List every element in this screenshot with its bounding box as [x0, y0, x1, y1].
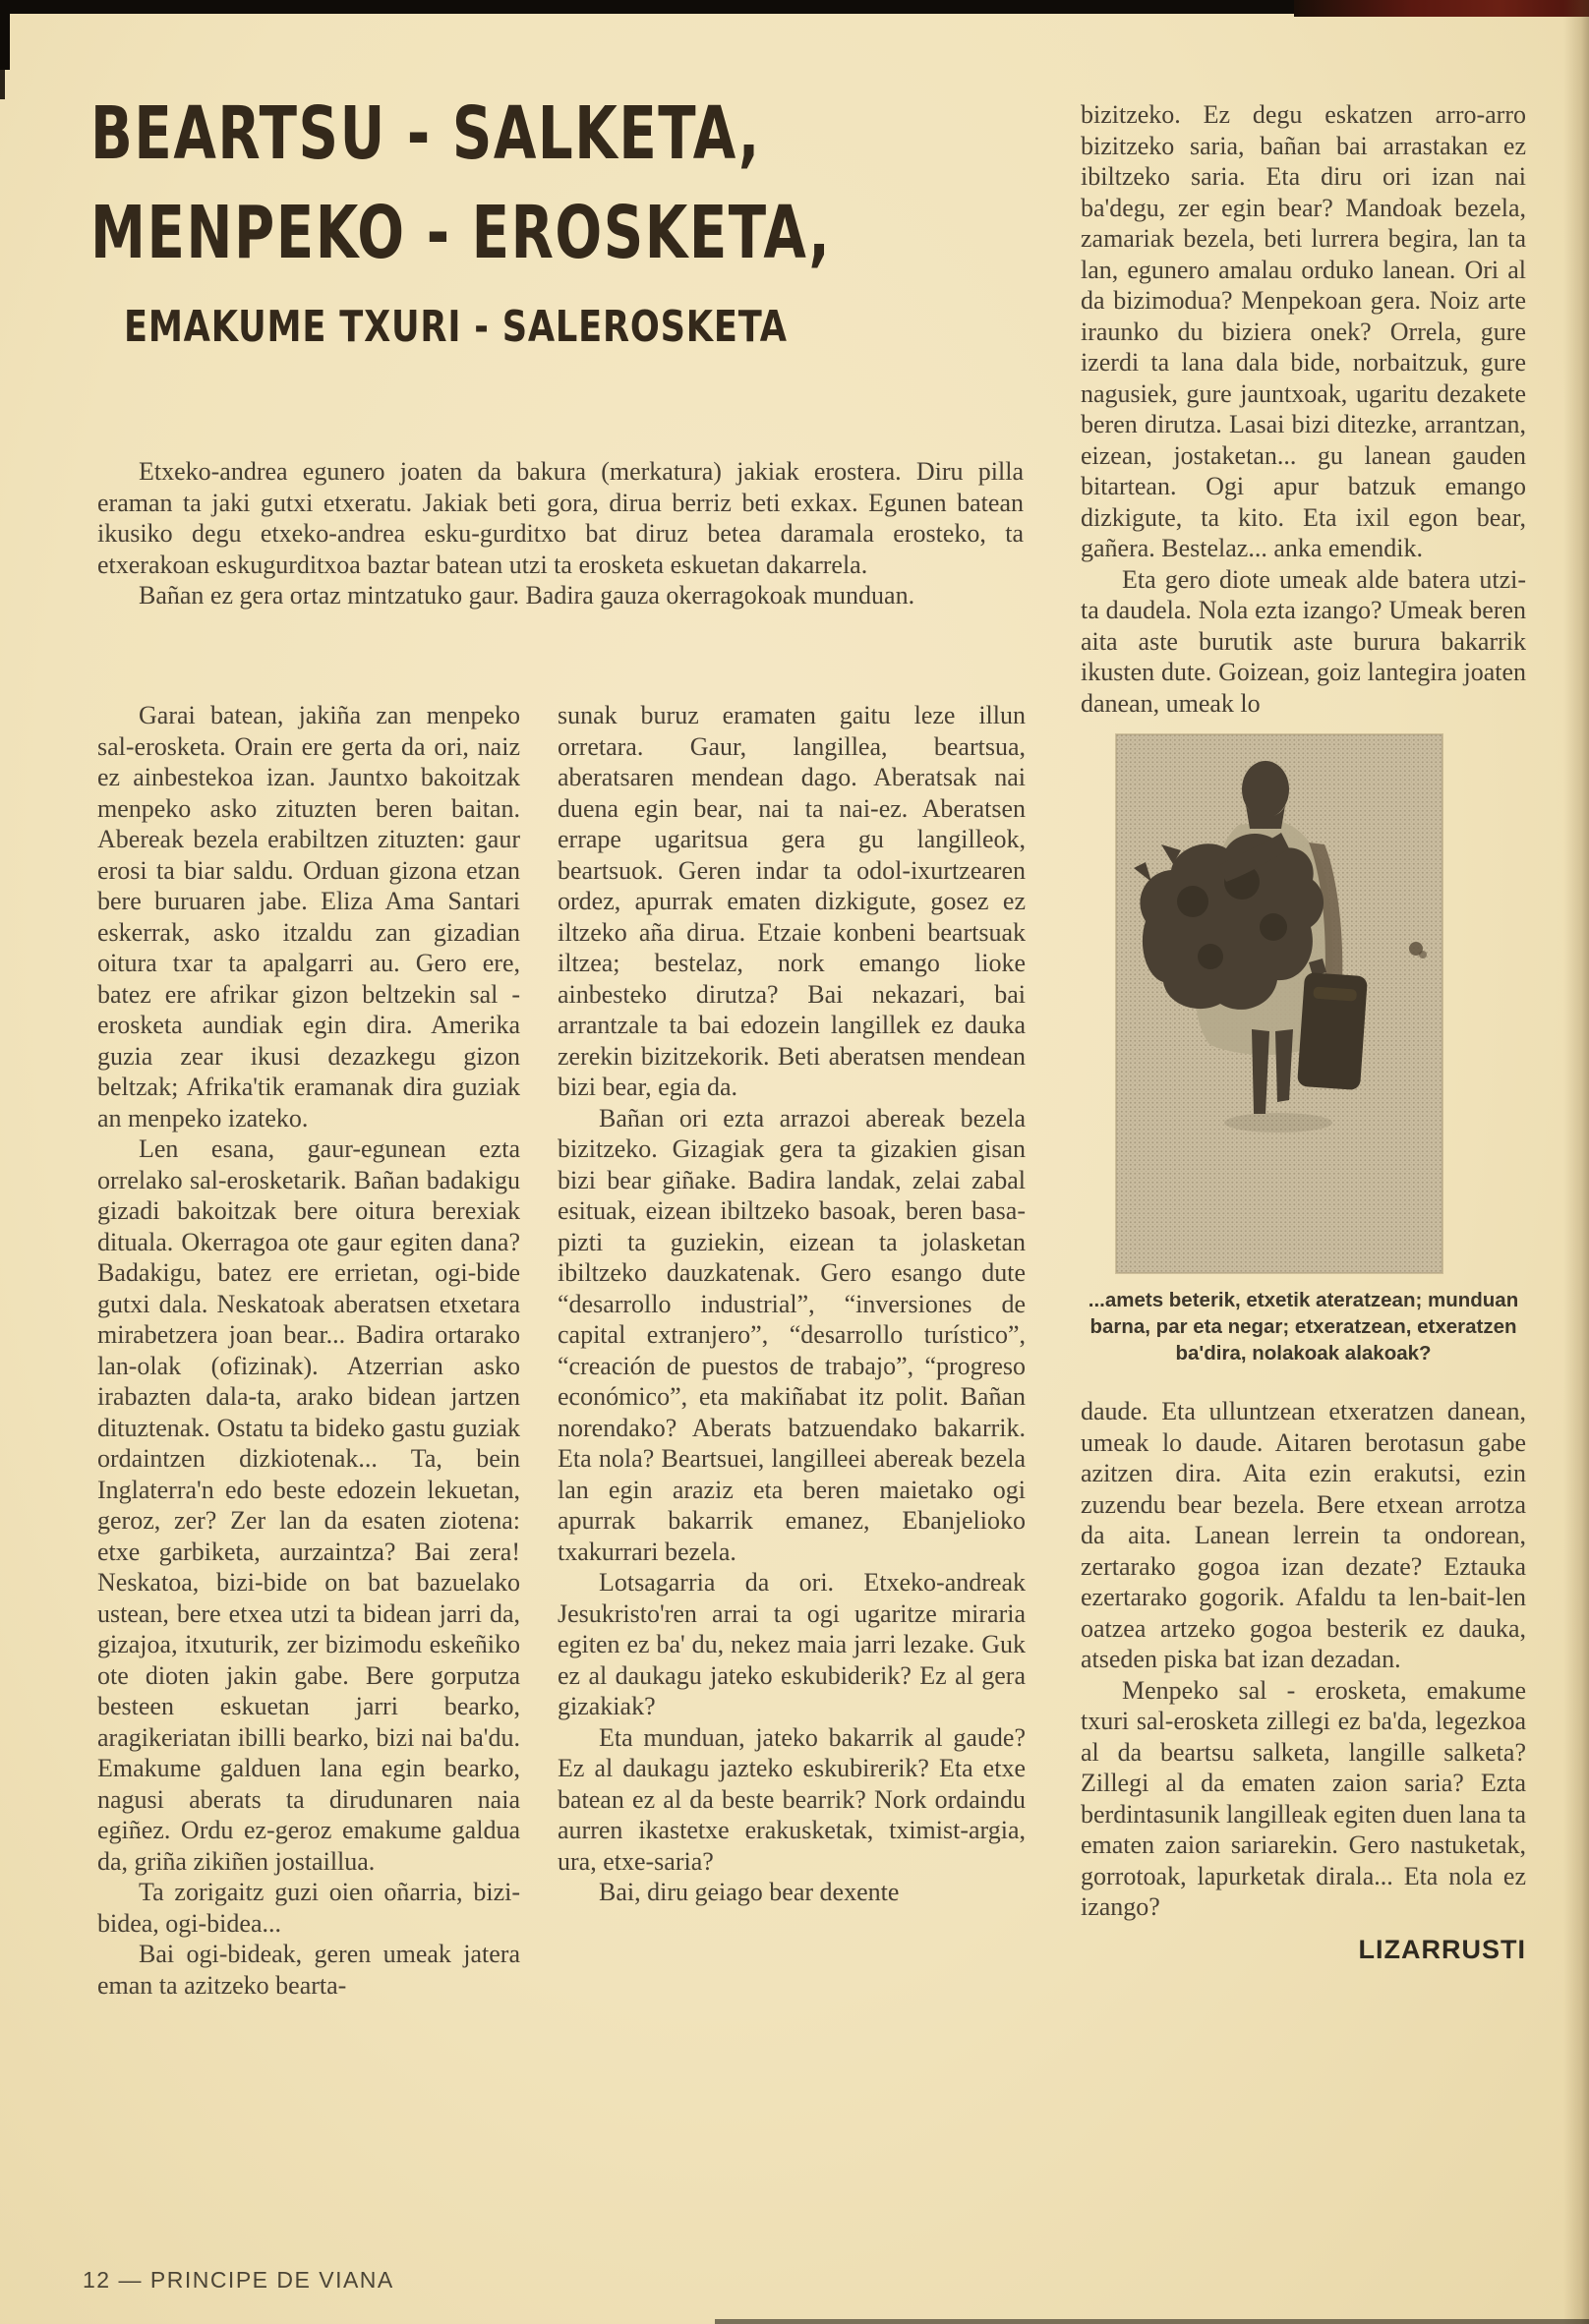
- column-2-paragraph-3: Lotsagarria da ori. Etxeko-andreak Jesukristo'ren arrai ta ogi ugaritze miraria egiten ez ba' du, nekez maia jarri lezake. Guk ez al daukagu jateko eskubiderik? Ez al gera gizakiak?: [558, 1568, 1026, 1720]
- article-title-line2: MENPEKO - EROSKETA,: [90, 191, 832, 275]
- intro-paragraphs: [97, 456, 1024, 611]
- photo-person-carrying-bundle: [1116, 734, 1442, 1273]
- column-3-paragraph-3: daude. Eta ulluntzean etxeratzen danean, umeak lo daude. Aitaren berotasun gabe azitzen dira. Aita ezin erakutsi, ezin zuzendu bear bezela. Bere etxean arrotza da aita. Lanean lerrein ta ondorean, zertarako gogoa izan dezate? Eztauka ezertarako gogorik. Afaldu ta len-bait-len oatzea artzeko gogoa besterik ez dauka, atseden piska bat izan dezadan.: [1081, 1397, 1526, 1673]
- column-2: [558, 700, 1026, 2001]
- column-1-paragraph-4: Bai ogi-bideak, geren umeak jatera eman ta azitzeko bearta-: [97, 1940, 520, 2000]
- column-3-paragraph-4: Menpeko sal - erosketa, emakume txuri sal-erosketa zillegi ez ba'da, legezkoa al da beartsu salketa, langille salketa? Zillegi al da ematen zaion saria? Ezta berdintasunik langilleak egiten duen lana ta ematen zaion sariarekin. Gero nastuketak, gorrotoak, lapurketak dirala... Eta nola ez izango?: [1081, 1675, 1526, 1921]
- column-3: [1081, 99, 1526, 1965]
- photo-caption: ...amets beterik, etxetik ateratzean; munduan barna, par eta negar; etxeratzean, etxeratzen ba'dira, nolakoak alakoak?: [1088, 1289, 1519, 1365]
- scan-right-shadow: [1563, 0, 1589, 2324]
- column-2-paragraph-2: Bañan ori ezta arrazoi abereak bezela bizitzeko. Gizagiak gera ta gizakien gisan bizi bear giñake. Badira landak, zelai zabal esituak, eizean ibiltzeko basoak, beren basa-pizti ta guziekin, eizean ta jolasketan ibiltzeko dauzkatenak. Gero esango dute “desarrollo industrial”, “inversiones de capital extranjero”, “desarrollo turístico”, “creación de puestos de trabajo”, “progreso económico”, eta makiñabat itz polit. Bañan norendako? Aberats batzuendako bakarrik. Eta nola? Beartsuei, langilleei abereak bezela lan egin araziz eta beren maietako ogi apurrak bakarrik emanez, Ebanjelioko txakurrari bezela.: [558, 1103, 1026, 1566]
- page-footer: [83, 2267, 394, 2294]
- article-title-line1: BEARTSU - SALKETA,: [90, 91, 761, 176]
- body-columns: [97, 700, 1026, 2001]
- scan-top-edge-red: [1294, 0, 1589, 17]
- intro-paragraph-1: Etxeko-andrea egunero joaten da bakura (merkatura) jakiak erostera. Diru pilla eraman ta jaki gutxi etxeratu. Jakiak beti gora, dirua berriz beti exkax. Egunen batean ikusiko degu etxeko-andrea esku-gurditxo bat diruz betea daramala erosteko, ta etxerakoan eskugurditxoa baztar batean utzi ta erosketa eskuetan dakarrela.: [97, 457, 1024, 579]
- column-3-paragraph-1: bizitzeko. Ez degu eskatzen arro-arro bizitzeko saria, bañan bai arrastakan ez ibiltzeko saria. Eta diru ori izan nai ba'degu, zer egin bear? Mandoak bezela, zamariak bezela, beti lurrera begira, lan ta lan, egunero amalau orduko lanean. Ori al da bizimodua? Menpekoan gera. Noiz arte iraunko du biziera onek? Orrela, gure izerdi ta lana dala bide, norbaitzuk, gure nagusiek, gure jauntxoak, ugaritu dezakete beren dirutza. Lasai bizi ditezke, arrantzan, eizean, jostaketan... gu lanean gauden bitartean. Ogi apur batzuk emango dizkigute, ta kito. Eta ixil egon bear, gañera. Bestelaz... anka emendik.: [1081, 100, 1526, 562]
- scan-bottom-edge: [715, 2319, 1589, 2324]
- column-1: [97, 700, 520, 2001]
- column-1-paragraph-1: Garai batean, jakiña zan menpeko sal-erosketa. Orain ere gerta da ori, naiz ez ainbestekoa izan. Jauntxo bakoitzak menpeko asko zituzten beren baitan. Abereak bezela erabiltzen zituzten: gaur erosi ta biar saldu. Orduan gizona etzan bere buruaren jabe. Eliza Ama Santari eskerrak, asko itzaldu zan gizadian oitura txar ta apalgarri au. Gero ere, batez ere afrikar gizon beltzekin sal - erosketa aundiak egin dira. Amerika guzia zear ikusi dezazkegu gizon beltzak; Afrika'tik eramanak dira guziak an menpeko izateko.: [97, 701, 520, 1133]
- scan-left-edge: [0, 13, 10, 70]
- column-2-paragraph-1: sunak buruz eramaten gaitu leze illun orretara. Gaur, langillea, beartsua, aberatsaren mendean dago. Aberatsak nai duena egin bear, nai ta nai-ez. Aberatsen errape ugaritsua gera gu langilleok, beartsuok. Geren indar ta odol-ixurtzearen ordez, apurrak ematen dizkigute, gosez ez iltzeko aña dirua. Etzaie konbeni beartsuak iltzea; bestelaz, nork emango lioke ainbesteko dirutza? Bai nekazari, bai arrantzale ta bai edozein langillek ez dauka zerekin bizitzekorik. Beti aberatsen mendean bizi bear, egia da.: [558, 701, 1026, 1101]
- column-2-paragraph-4: Eta munduan, jateko bakarrik al gaude? Ez al daukagu jazteko eskubirerik? Eta etxe batean ez al da beste bearrik? Nork ordaindu aurren ikastetxe erakusketak, tximist-argia, ura, etxe-saria?: [558, 1722, 1026, 1876]
- scan-left-edge-lower: [0, 70, 5, 99]
- author-signature: LIZARRUSTI: [1358, 1934, 1526, 1964]
- column-1-paragraph-3: Ta zorigaitz guzi oien oñarria, bizi-bidea, ogi-bidea...: [97, 1878, 520, 1938]
- column-1-paragraph-2: Len esana, gaur-egunean ezta orrelako sal-erosketarik. Bañan badakigu gizadi bakoitzak bere oitura berexiak dituala. Okerragoa ote gaur egiten dana? Badakigu, batez ere errietan, ogi-bide gutxi dala. Neskatoak aberatsen etxetara mirabetzera joan bear... Badira ortarako lan-olak (ofizinak). Atzerrian asko irabazten dala-ta, arako bidean jartzen dituztenak. Ostatu ta bideko gastu guziak ordaintzen dizkiotenak... Ta, bein Inglaterra'n edo beste edozein lekuetan, geroz, zer? Zer lan da esaten ziotena: etxe garbiketa, aurzaintza? Bai zera! Neskatoa, bizi-bide on bat bazuelako ustean, bere etxea utzi ta bidean jarri da, gizajoa, itxuturik, zer bizimodu eskeñiko ote dioten jakin gabe. Bere gorputza besteen eskuetan jarri bearko, aragikeriatan ibilli bearko, bizi nai ba'du. Emakume galduen lana egin bearko, nagusi aberats ta dirudunaren naia egiñez. Ordu ez-geroz emakume galdua da, griña zikiñen jostaillua.: [97, 1134, 520, 1876]
- page-number-and-publication: 12 — PRINCIPE DE VIANA: [83, 2267, 394, 2293]
- column-3-paragraph-2: Eta gero diote umeak alde batera utzi-ta daudela. Nola ezta izango? Umeak beren aita aste burutik aste burura bakarrik ikusten dute. Goizean, goiz lantegira joaten danean, umeak lo: [1081, 564, 1526, 718]
- article-title: [90, 85, 832, 356]
- column-2-paragraph-5: Bai, diru geiago bear dexente: [599, 1878, 900, 1906]
- article-title-line3: EMAKUME TXURI - SALEROSKETA: [124, 302, 788, 352]
- photo-halftone-illustration: [1116, 734, 1442, 1273]
- intro-paragraph-2: Bañan ez gera ortaz mintzatuko gaur. Badira gauza okerragokoak munduan.: [139, 581, 915, 610]
- article-figure: [1081, 734, 1526, 1366]
